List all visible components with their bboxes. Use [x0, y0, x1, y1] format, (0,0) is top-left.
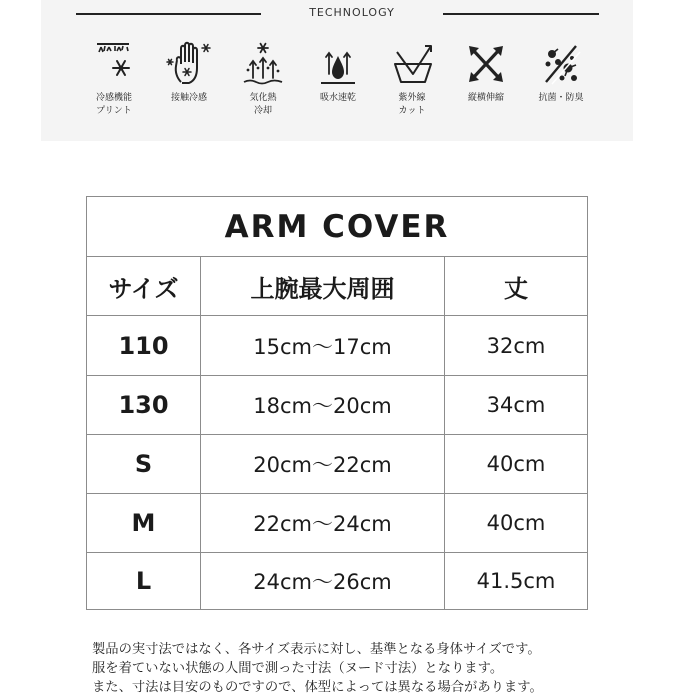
tech-label-line: プリント: [96, 106, 132, 116]
note-line: 服を着ていない状態の人間で測った寸法（ヌード寸法）となります。: [92, 661, 504, 676]
size-table: [86, 196, 588, 610]
circumference-cell: 15cm～17cm: [253, 334, 392, 359]
size-cell: S: [134, 450, 153, 478]
tech-label-line: 紫外線: [398, 93, 426, 103]
note-line: 製品の実寸法ではなく、各サイズ表示に対し、基準となる身体サイズです。: [92, 642, 541, 657]
tech-label-line: 気化熱: [249, 93, 277, 103]
circumference-cell: 20cm～22cm: [253, 453, 392, 477]
header-length: 丈: [504, 274, 528, 303]
tech-label-line: 冷却: [253, 106, 272, 116]
divider-line: [443, 13, 599, 15]
tech-label-line: カット: [398, 106, 426, 116]
tech-item-stretch: [449, 38, 523, 105]
stretch-arrows-icon: [459, 38, 513, 92]
header-size: サイズ: [108, 274, 179, 303]
tech-item-water-absorbing: [301, 38, 375, 105]
size-notes: [92, 640, 652, 697]
size-cell: M: [131, 509, 156, 537]
circumference-cell: 18cm～20cm: [253, 394, 392, 418]
size-cell: L: [135, 567, 152, 595]
evaporative-cooling-icon: [236, 38, 290, 92]
circumference-cell: 22cm～24cm: [253, 512, 392, 536]
tech-item-uv-cut: [375, 38, 449, 118]
size-cell: 110: [118, 331, 169, 360]
tech-label-line: 冷感機能: [95, 93, 132, 103]
tech-label-line: 抗菌・防臭: [538, 93, 584, 103]
table-title: ARM COVER: [224, 208, 450, 245]
technology-section: [41, 0, 633, 141]
tech-label-line: 吸水速乾: [319, 93, 356, 103]
length-cell: 34cm: [486, 393, 546, 417]
tech-label-line: 接触冷感: [170, 93, 207, 103]
length-cell: 32cm: [486, 333, 546, 358]
size-cell: 130: [118, 391, 169, 419]
tech-item-antibacterial: [524, 38, 598, 105]
circumference-cell: 24cm～26cm: [253, 570, 392, 594]
hand-cool-touch-icon: [162, 38, 216, 92]
length-cell: 40cm: [486, 511, 546, 535]
uv-cut-icon: [385, 38, 439, 92]
divider-line: [76, 13, 261, 15]
antibacterial-icon: [534, 38, 588, 92]
tech-item-evaporative-cooling: [226, 38, 300, 118]
water-absorbing-icon: [311, 38, 365, 92]
header-circumference: 上腕最大周囲: [250, 274, 395, 303]
tech-item-cooling-print: [77, 38, 151, 118]
technology-title: TECHNOLOGY: [309, 6, 395, 19]
cooling-print-icon: [87, 38, 141, 92]
note-line: また、寸法は目安のものですので、体型によっては異なる場合があります。: [92, 680, 543, 695]
length-cell: 40cm: [486, 452, 546, 476]
technology-header: [41, 4, 633, 24]
tech-label-line: 縦横伸縮: [467, 93, 504, 103]
tech-item-cool-touch: [152, 38, 226, 105]
length-cell: 41.5cm: [476, 569, 556, 593]
